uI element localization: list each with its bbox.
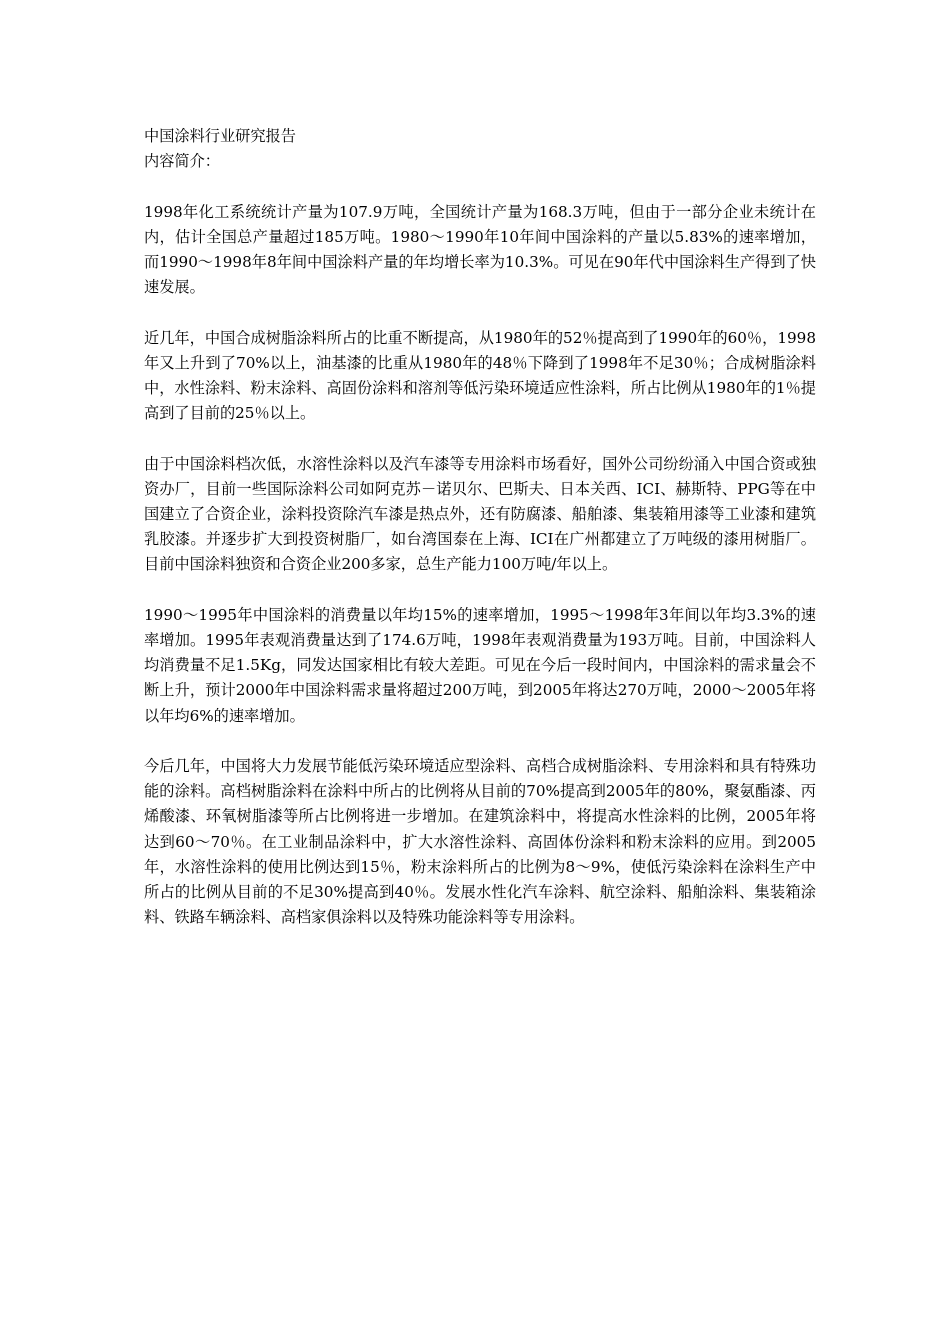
paragraph-consumption: 1990～1995年中国涂料的消费量以年均15%的速率增加，1995～1998年3年间以年均3.3%的速率增加。1995年表观消费量达到了174.6万吨，1998年表观消费量为193万吨。目前，中国涂料人均消费量不足1.5Kg，同发达国家相比有较大差距。可见在今后一段时间内，中国涂料的需求量会不断上升，预计2000年中国涂料需求量将超过200万吨，到2005年将达270万吨，2000～2005年将以年均6%的速率增加。 <box>144 605 816 725</box>
document-subtitle: 内容简介： <box>144 152 220 171</box>
paragraph-foreign-investment: 由于中国涂料档次低，水溶性涂料以及汽车漆等专用涂料市场看好，国外公司纷纷涌入中国合资或独资办厂，目前一些国际涂料公司如阿克苏－诺贝尔、巴斯夫、日本关西、ICI、赫斯特、PPG等在中国建立了合资企业，涂料投资除汽车漆是热点外，还有防腐漆、船舶漆、集装箱用漆等工业漆和建筑乳胶漆。并逐步扩大到投资树脂厂，如台湾国泰在上海、ICI在广州都建立了万吨级的漆用树脂厂。目前中国涂料独资和合资企业200多家，总生产能力100万吨/年以上。 <box>144 454 816 574</box>
paragraph-resin-share: 近几年，中国合成树脂涂料所占的比重不断提高，从1980年的52％提高到了1990年的60％，1998年又上升到了70%以上，油基漆的比重从1980年的48％下降到了1998年不足30％；合成树脂涂料中，水性涂料、粉末涂料、高固份涂料和溶剂等低污染环境适应性涂料，所占比例从1980年的1％提高到了目前的25％以上。 <box>144 328 816 423</box>
document-title: 中国涂料行业研究报告 <box>144 127 296 145</box>
document-body <box>144 124 816 930</box>
paragraph-outlook: 今后几年，中国将大力发展节能低污染环境适应型涂料、高档合成树脂涂料、专用涂料和具有特殊功能的涂料。高档树脂涂料在涂料中所占的比例将从目前的70%提高到2005年的80%，聚氨酯漆、丙烯酸漆、环氧树脂漆等所占比例将进一步增加。在建筑涂料中，将提高水性涂料的比例，2005年将达到60～70％。在工业制品涂料中，扩大水溶性涂料、高固体份涂料和粉末涂料的应用。到2005年，水溶性涂料的使用比例达到15％，粉末涂料所占的比例为8～9%，使低污染涂料在涂料生产中所占的比例从目前的不足30%提高到40％。发展水性化汽车涂料、航空涂料、船舶涂料、集装箱涂料、铁路车辆涂料、高档家俱涂料以及特殊功能涂料等专用涂料。 <box>144 757 816 927</box>
paragraph-production: 1998年化工系统统计产量为107.9万吨，全国统计产量为168.3万吨，但由于一部分企业未统计在内，估计全国总产量超过185万吨。1980～1990年10年间中国涂料的产量以5.83%的速率增加，而1990～1998年8年间中国涂料产量的年均增长率为10.3%。可见在90年代中国涂料生产得到了快速发展。 <box>144 202 816 297</box>
blank-line <box>144 174 816 199</box>
